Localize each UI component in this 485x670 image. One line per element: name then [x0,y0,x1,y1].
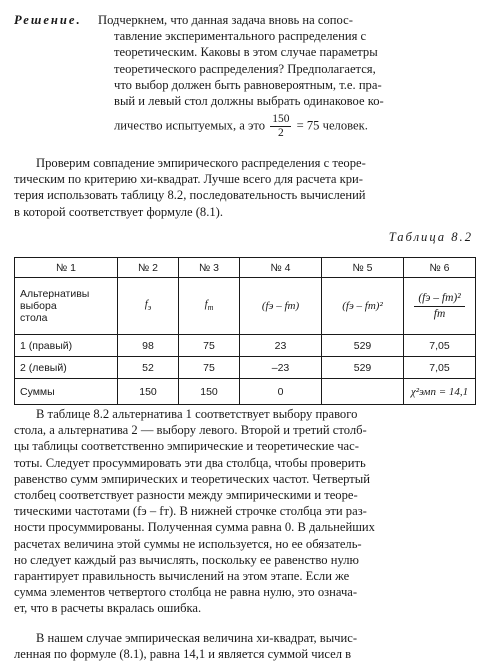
row-label-cell: 2 (левый) [15,357,118,379]
row-label-cell [15,278,118,335]
text-line: тическим по критерию хи-квадрат. Лучше всего для расчета кри- [14,172,363,187]
ft-symbol-cell [179,278,240,335]
f-symbol: f [204,297,208,310]
table-cell: 0 [240,379,322,405]
row-label-line: стола [20,312,48,324]
difference-formula-cell: (fэ – fт) [240,278,322,335]
table-cell: 150 [118,379,179,405]
text-line: тоты. Следует просуммировать эти два столбца, чтобы проверить [14,455,366,470]
table-row [15,357,476,379]
table-cell: 23 [240,335,322,357]
text-line: В нашем случае эмпирическая величина хи-квадрат, вычис- [36,631,358,645]
squared-formula-cell: (fэ – fт)² [322,278,404,335]
text-line: расчетах величина этой суммы не используется, но ее обязатель- [14,536,362,551]
text-line: тическими частотами (fэ – fт). В нижней строчке столбца эти раз- [14,504,367,519]
text-line: что выбор должен быть равновероятным, т.е. пра- [114,77,382,92]
table-cell: 7,05 [404,357,476,379]
text-line: Проверим совпадение эмпирического распределения с теоре- [36,156,366,170]
text-line: но следует каждый раз вычислять, поскольку ее равенство нулю [14,552,359,567]
table-row [15,278,476,335]
fe-symbol-cell [118,278,179,335]
text-line: терия использовать таблицу 8.2, последовательность вычислений [14,188,366,203]
text-line: сумма элементов четвертого столбца не равна нулю, это означа- [14,585,358,600]
text-line: личество испытуемых, а это [114,118,266,133]
table-cell [322,379,404,405]
text-line: ет, что в расчеты вкралась ошибка. [14,601,202,616]
text-line: гарантирует правильность вычислений на этом этапе. Если же [14,569,350,584]
text-line: вый и левый стол должны выбрать одинаковое ко- [114,94,384,109]
row-label-line: Альтернативы [20,288,90,300]
table-cell: 7,05 [404,335,476,357]
f-subscript: т [207,303,214,313]
table-cell: 75 [179,335,240,357]
text-line: ности просуммированы. Полученная сумма равна 0. В дальнейших [14,520,375,535]
text-line: теоретическим. Каковы в этом случае параметры [114,45,378,60]
table-cell: 52 [118,357,179,379]
header-cell: № 1 [15,258,118,278]
row-label-cell: Суммы [15,379,118,405]
table-cell: 75 [179,357,240,379]
check-paragraph [14,155,476,220]
text-line: равенство сумм эмпирических и теоретических частот. Четвертый [14,471,370,486]
table-row [15,379,476,405]
table-8-2 [14,257,476,405]
header-cell: № 3 [179,258,240,278]
text-line: столбец соответствует разности между эмпирическими и теоре- [14,488,358,503]
text-line: ленная по формуле (8.1), равна 14,1 и является суммой чисел в [14,647,352,662]
table-row [15,335,476,357]
row-label-cell: 1 (правый) [15,335,118,357]
table-cell: –23 [240,357,322,379]
ratio-numerator: (fэ – fт)² [414,291,464,307]
text-line: В таблице 8.2 альтернатива 1 соответствует выбору правого [36,407,358,421]
f-symbol: f [144,297,148,310]
text-line: в которой соответствует формуле (8.1). [14,204,224,219]
chi-square-cell: χ²эмп = 14,1 [404,379,476,405]
table-cell: 529 [322,357,404,379]
text-line: стола, а альтернатива 2 — выбору левого. Второй и третий столб- [14,423,367,438]
conclusion-paragraph [14,630,476,662]
ratio-denominator: fт [433,307,446,320]
ratio-fraction [414,291,464,322]
fraction-denominator: 2 [277,127,284,140]
text-line: Подчеркнем, что данная задача вновь на сопос- [97,13,353,27]
header-cell: № 4 [240,258,322,278]
explanation-paragraph [14,406,476,617]
text-line: = 75 человек. [296,118,368,133]
header-cell: № 5 [322,258,404,278]
header-cell: № 6 [404,258,476,278]
f-subscript: э [147,303,152,313]
ratio-formula-cell [404,278,476,335]
solution-paragraph [14,12,476,140]
table-cell: 98 [118,335,179,357]
text-line: теоретического распределения? Предполагается, [114,61,376,76]
text-line: цы таблицы соответственно эмпирические и теоретические час- [14,439,359,454]
fraction [270,113,291,140]
text-line: тавление экспериментального распределения с [114,29,367,44]
table-caption: Таблица 8.2 [388,230,473,244]
solution-label: Решение. [14,13,82,27]
table-header-row [15,258,476,278]
fraction-numerator: 150 [272,113,290,126]
header-cell: № 2 [118,258,179,278]
table-cell: 150 [179,379,240,405]
row-label-line: выбора [20,300,57,312]
table-cell: 529 [322,335,404,357]
